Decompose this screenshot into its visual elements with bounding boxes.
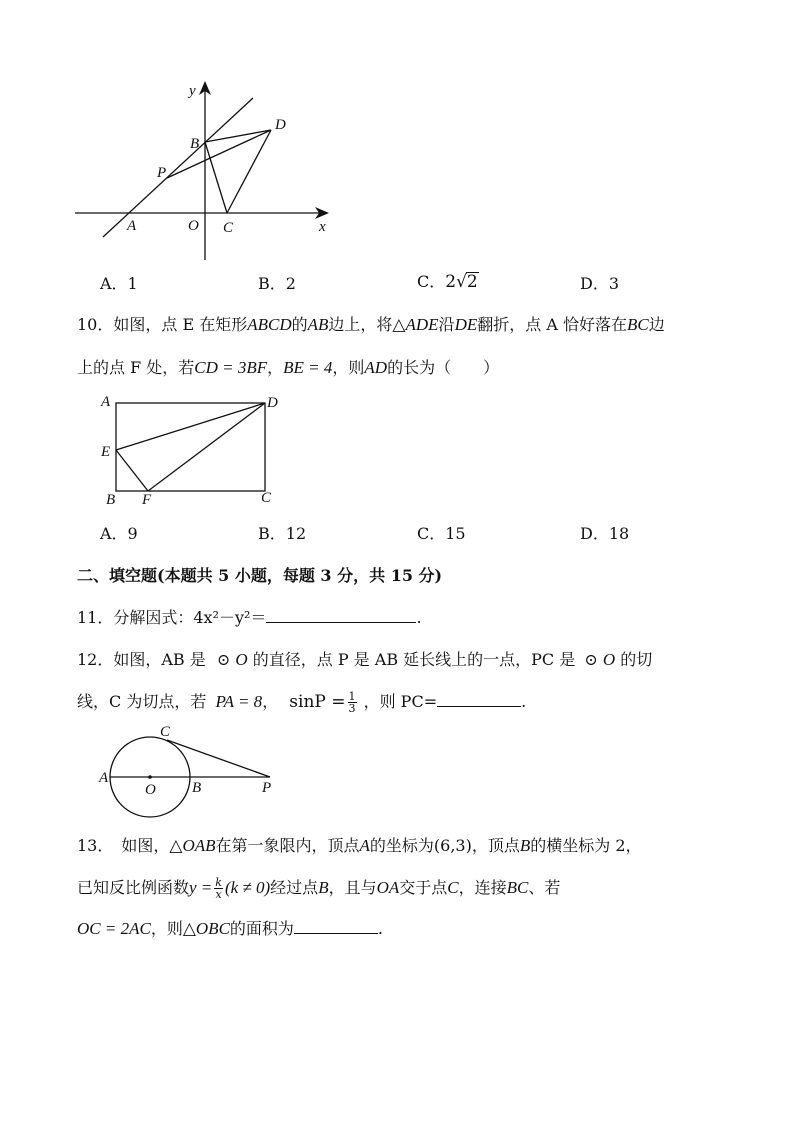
label-d: D — [275, 117, 286, 133]
q13-math: B — [318, 878, 329, 897]
q10-math: BC — [626, 315, 649, 334]
section-heading: 二、填空题(本题共 5 小题，每题 3 分，共 15 分) — [77, 566, 443, 585]
q10-text: ， — [267, 358, 284, 377]
segment-dc — [227, 130, 271, 213]
q10-line1 — [77, 313, 665, 337]
q10-figure — [95, 390, 285, 510]
q10-math: CD = 3BF — [194, 358, 268, 377]
q13-text: 13． 如图， — [77, 836, 170, 855]
q9-figure — [75, 75, 340, 265]
q13-math: BC — [506, 878, 529, 897]
q12-end: . — [521, 692, 527, 711]
q10-text: 沿 — [438, 315, 455, 334]
q12-text: 的切 — [620, 650, 653, 669]
q12-text: 线，C 为切点，若 — [77, 692, 207, 711]
fraction-numerator: k — [215, 876, 222, 889]
sqrt-sign: √ — [456, 272, 467, 292]
q13-text: ，则 — [150, 919, 183, 938]
q13-math: △OBC — [182, 919, 230, 938]
q10-text: 的 — [291, 315, 308, 334]
q12-math-sin: sinP = — [289, 692, 346, 712]
q13-math: (6,3) — [433, 836, 472, 855]
q11-text: 11．分解因式：4x²－y²＝ — [77, 608, 267, 627]
q13-math: △OAB — [169, 836, 216, 855]
label-o: O — [188, 218, 199, 234]
q10-text: 上的点 F 处，若 — [77, 358, 195, 377]
q13-fraction — [214, 877, 223, 900]
label-a: A — [101, 394, 111, 410]
q13-math: C — [447, 878, 459, 897]
q10-math: △ADE — [392, 315, 439, 334]
segment-pd — [167, 130, 271, 178]
q10-text: ，则 — [332, 358, 365, 377]
q10-text: 的长为（ ） — [387, 358, 500, 377]
q9-option-c — [417, 272, 479, 292]
q13-text: ，且与 — [328, 878, 377, 897]
tangent-cp — [167, 740, 270, 777]
q9-option-c-rad: 2 — [466, 272, 478, 292]
q10-math: AD — [364, 358, 388, 377]
fraction-numerator: 1 — [348, 690, 356, 703]
q10-text: 10．如图，点 E 在矩形 — [77, 315, 248, 334]
label-e: E — [101, 444, 111, 460]
q13-text: 经过点 — [270, 878, 319, 897]
q11-line — [77, 606, 422, 630]
circle-dot-symbol: ⊙ — [216, 650, 231, 669]
label-a: A — [99, 770, 109, 786]
label-c: C — [160, 724, 171, 740]
circle-dot-symbol: ⊙ — [584, 650, 598, 669]
q13-text: 在第一象限内，顶点 — [215, 836, 360, 855]
q10-math: DE — [454, 315, 478, 334]
label-x: x — [319, 219, 326, 235]
q12-text: ， — [262, 692, 279, 711]
segment-bc — [205, 142, 227, 213]
q10-option-b: B．12 — [258, 524, 307, 543]
q13-math: A — [359, 836, 370, 855]
q13-line1 — [77, 834, 642, 858]
q11-answer-blank[interactable] — [266, 606, 416, 623]
q13-math: OA — [376, 878, 400, 897]
segment-ef — [116, 450, 148, 491]
label-y: y — [189, 83, 196, 99]
label-c: C — [261, 490, 272, 506]
q13-math: (k ≠ 0) — [224, 878, 271, 897]
q13-math: B — [519, 836, 531, 855]
q12-line2 — [77, 688, 526, 716]
label-b: B — [192, 780, 202, 796]
segment-ed — [116, 403, 265, 450]
segment-fd — [148, 403, 265, 491]
q10-line2 — [77, 356, 499, 380]
q13-answer-blank[interactable] — [294, 917, 378, 934]
q10-text: 边上，将 — [328, 315, 393, 334]
q9-option-a: A．1 — [100, 274, 138, 293]
label-p: P — [157, 165, 167, 181]
q13-end: . — [377, 919, 384, 938]
q12-math: O — [602, 650, 616, 669]
q13-text: ，顶点 — [471, 836, 520, 855]
q13-text: 交于点 — [399, 878, 448, 897]
q12-line1 — [77, 648, 652, 672]
segment-bd — [205, 130, 271, 142]
q9-option-d: D．3 — [580, 274, 620, 293]
fraction-denominator: 3 — [348, 702, 356, 715]
q10-text: 边 — [648, 315, 665, 334]
q10-math: AB — [307, 315, 329, 334]
label-d: D — [267, 395, 278, 411]
q12-text: ，则 PC= — [363, 692, 438, 711]
q13-line2 — [77, 874, 560, 902]
q9-option-c-prefix: C． — [417, 272, 446, 291]
label-c: C — [223, 220, 234, 236]
label-o: O — [145, 782, 156, 798]
center-dot — [148, 775, 152, 779]
q13-math: OC = 2AC — [77, 919, 151, 938]
line-ab — [103, 98, 253, 237]
q12-answer-blank[interactable] — [437, 690, 521, 707]
q13-text: 的面积为 — [229, 919, 294, 938]
label-f: F — [142, 492, 152, 508]
q10-math: ABCD — [247, 315, 292, 334]
label-b: B — [106, 492, 116, 508]
q12-figure — [92, 722, 282, 822]
q12-math: O — [235, 650, 248, 669]
q10-option-c: C．15 — [417, 524, 466, 543]
q13-text: 的坐标为 — [369, 836, 434, 855]
label-b: B — [190, 136, 200, 152]
q12-math: PA = 8 — [215, 692, 263, 711]
q10-math: BE = 4 — [283, 358, 333, 377]
q13-text: 已知反比例函数 — [77, 878, 190, 897]
q13-text: 的横坐标为 2， — [530, 836, 642, 855]
q9-option-b: B．2 — [258, 274, 296, 293]
q10-option-a: A．9 — [100, 524, 138, 543]
q10-option-d: D．18 — [580, 524, 630, 543]
q13-text: ，连接 — [458, 878, 507, 897]
q10-text: 翻折，点 A 恰好落在 — [477, 315, 627, 334]
q13-text: 、若 — [528, 878, 561, 897]
q13-line3 — [77, 917, 383, 941]
label-p: P — [262, 780, 272, 796]
q13-math: y = — [189, 878, 213, 897]
q9-option-c-coef: 2 — [445, 272, 457, 292]
q12-fraction — [348, 691, 357, 714]
label-a: A — [127, 218, 137, 234]
fraction-denominator: x — [215, 888, 222, 901]
q11-end: . — [416, 608, 422, 627]
q12-text: 的直径，点 P 是 AB 延长线上的一点，PC 是 — [252, 650, 576, 669]
q12-text: 12．如图，AB 是 — [77, 650, 206, 669]
